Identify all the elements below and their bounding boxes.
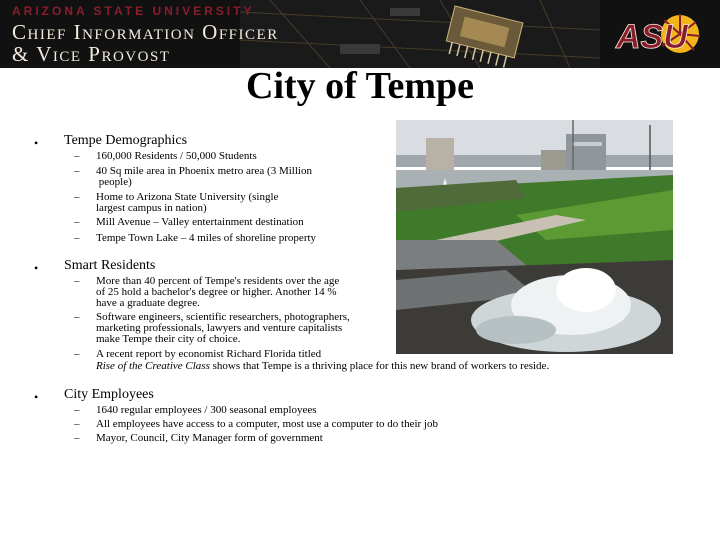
list-item: Mayor, Council, City Manager form of government xyxy=(96,432,323,444)
bullet-icon: • xyxy=(34,390,39,404)
university-name: ARIZONA STATE UNIVERSITY xyxy=(12,4,255,18)
list-item-continued xyxy=(96,361,549,372)
list-item: 1640 regular employees / 300 seasonal employees xyxy=(96,404,317,416)
list-item-text: shows that Tempe is a thriving place for this new brand of workers to reside. xyxy=(209,360,550,372)
list-item: Software engineers, scientific researchers, photographers, xyxy=(96,311,350,323)
section-heading-city-employees: City Employees xyxy=(64,387,154,402)
list-item-continued: marketing professionals, lawyers and venture capitalists xyxy=(96,322,343,334)
dash-icon: – xyxy=(74,150,80,162)
dash-icon: – xyxy=(74,275,80,287)
section-heading-smart-residents: Smart Residents xyxy=(64,258,156,273)
header-banner xyxy=(0,0,720,68)
list-item: A recent report by economist Richard Florida titled xyxy=(96,348,322,360)
list-item: All employees have access to a computer, most use a computer to do their job xyxy=(96,418,438,430)
dash-icon: – xyxy=(74,216,80,228)
bullet-icon: • xyxy=(34,261,39,275)
list-item: Home to Arizona State University (single xyxy=(96,191,279,203)
bullet-icon: • xyxy=(34,136,39,150)
list-item: 40 Sq mile area in Phoenix metro area (3 Million xyxy=(96,165,312,177)
dash-icon: – xyxy=(74,311,80,323)
list-item: More than 40 percent of Tempe's residents over the age xyxy=(96,275,340,287)
list-item-continued: largest campus in nation) xyxy=(96,202,207,214)
page-title: City of Tempe xyxy=(246,65,474,107)
list-item: Mill Avenue – Valley entertainment destination xyxy=(96,216,304,228)
dash-icon: – xyxy=(74,432,80,444)
tempe-town-lake-photo xyxy=(396,120,673,354)
asu-logo xyxy=(612,12,704,54)
circuit-board-image xyxy=(240,0,600,68)
dash-icon: – xyxy=(74,165,80,177)
list-item: 160,000 Residents / 50,000 Students xyxy=(96,150,257,162)
list-item-continued: make Tempe their city of choice. xyxy=(96,333,241,345)
list-item-continued: have a graduate degree. xyxy=(96,297,200,309)
list-item: Tempe Town Lake – 4 miles of shoreline property xyxy=(96,232,317,244)
dash-icon: – xyxy=(74,348,80,360)
dash-icon: – xyxy=(74,191,80,203)
svg-text:ASU: ASU xyxy=(616,18,688,54)
dash-icon: – xyxy=(74,232,80,244)
section-heading-demographics: Tempe Demographics xyxy=(64,133,188,148)
office-title-line1: Chief Information Officer xyxy=(12,20,279,44)
list-item-continued: people) xyxy=(96,176,132,188)
dash-icon: – xyxy=(74,404,80,416)
office-title-line2: & Vice Provost xyxy=(12,42,171,66)
dash-icon: – xyxy=(74,418,80,430)
book-title: Rise of the Creative Class xyxy=(96,360,210,372)
list-item-continued: of 25 hold a bachelor's degree or higher. Another 14 % xyxy=(96,286,337,298)
